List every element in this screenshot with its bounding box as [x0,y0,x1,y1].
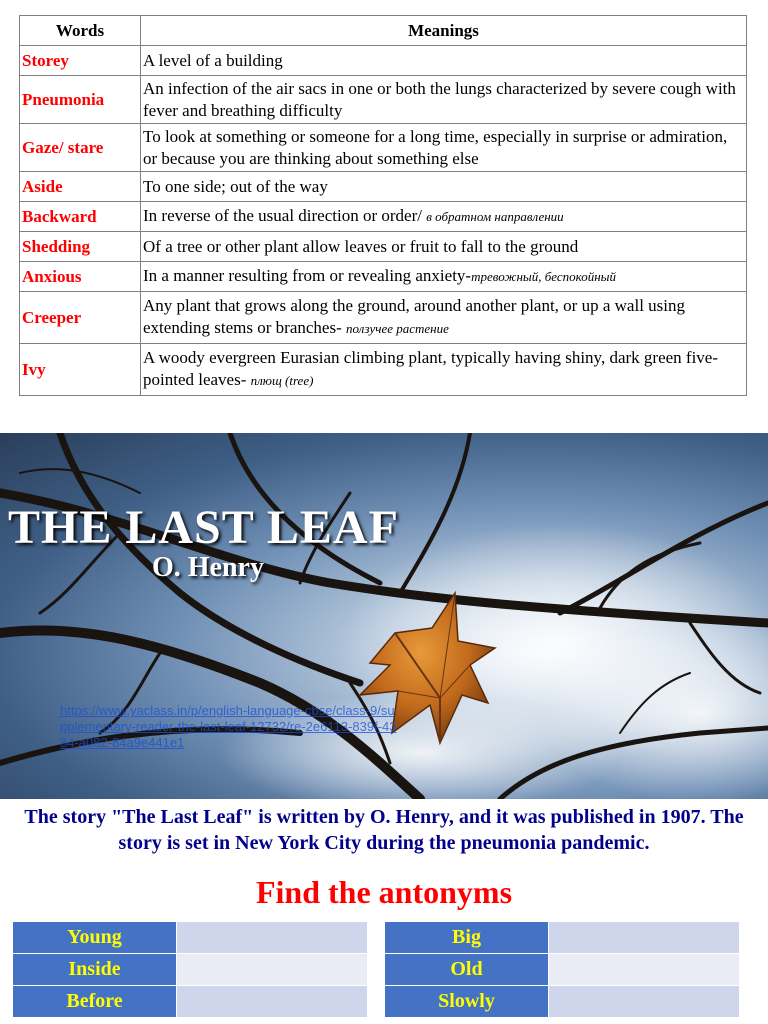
antonym-answer-cell[interactable] [549,922,740,954]
antonyms-table-right [384,921,740,1018]
antonym-row [385,954,740,986]
vocab-word: Pneumonia [20,76,141,124]
story-intro-text: The story "The Last Leaf" is written by O. Henry, and it was published in 1907. The story is set in New York City during the pneumonia pandemic. [24,806,744,854]
antonym-row [13,954,368,986]
vocab-row [20,292,747,344]
antonym-row [385,922,740,954]
vocab-meaning: An infection of the air sacs in one or both the lungs characterized by severe cough with fever and breathing difficulty [141,76,747,124]
antonym-word: Old [385,954,549,986]
antonym-row [13,986,368,1018]
vocab-meaning: To look at something or someone for a long time, especially in surprise or admiration, or because you are thinking about something else [141,124,747,172]
antonym-row [385,986,740,1018]
vocab-meaning: Any plant that grows along the ground, around another plant, or up a wall using extending stems or branches- ползучее растение [141,292,747,344]
vocab-meaning: In reverse of the usual direction or order/ в обратном направлении [141,202,747,232]
vocab-meaning: Of a tree or other plant allow leaves or fruit to fall to the ground [141,232,747,262]
vocab-word: Shedding [20,232,141,262]
vocab-word: Ivy [20,344,141,396]
vocab-word: Backward [20,202,141,232]
vocab-row [20,232,747,262]
vocab-row [20,76,747,124]
antonym-word: Before [13,986,177,1018]
antonym-word: Slowly [385,986,549,1018]
vocab-word: Anxious [20,262,141,292]
vocab-meaning: In a manner resulting from or revealing anxiety-тревожный, беспокойный [141,262,747,292]
antonyms-table-left [12,921,368,1018]
antonym-row [13,922,368,954]
russian-translation: в обратном направлении [426,209,564,224]
vocab-meaning: A woody evergreen Eurasian climbing plant, typically having shiny, dark green five-pointed leaves- плющ (tree) [141,344,747,396]
antonym-word: Young [13,922,177,954]
vocab-row [20,46,747,76]
vocabulary-table [19,15,747,396]
vocab-word: Aside [20,172,141,202]
antonym-answer-cell[interactable] [177,954,368,986]
antonyms-heading: Find the antonyms [255,874,513,910]
russian-translation: плющ (tree) [250,373,314,388]
vocab-row [20,172,747,202]
vocab-row [20,202,747,232]
antonym-word: Big [385,922,549,954]
russian-translation: ползучее растение [346,321,449,336]
source-link[interactable]: https://www.yaclass.in/p/english-language-cbse/class-9/supplementary-reader-the-last-leaf-12732/re-2e6113-839f-4384-a082-84a9e441e1 [60,703,397,750]
vocab-meaning: To one side; out of the way [141,172,747,202]
vocab-meaning: A level of a building [141,46,747,76]
words-header: Words [20,16,141,46]
antonym-answer-cell[interactable] [549,954,740,986]
story-author: O. Henry [152,552,264,583]
vocab-row [20,344,747,396]
vocab-row [20,124,747,172]
story-title: THE LAST LEAF [8,501,399,554]
antonym-answer-cell[interactable] [177,986,368,1018]
vocab-word: Storey [20,46,141,76]
antonym-answer-cell[interactable] [177,922,368,954]
antonym-word: Inside [13,954,177,986]
meanings-header: Meanings [141,16,747,46]
russian-translation: тревожный, беспокойный [471,269,616,284]
vocab-word: Creeper [20,292,141,344]
antonym-answer-cell[interactable] [549,986,740,1018]
vocab-row [20,262,747,292]
vocab-word: Gaze/ stare [20,124,141,172]
